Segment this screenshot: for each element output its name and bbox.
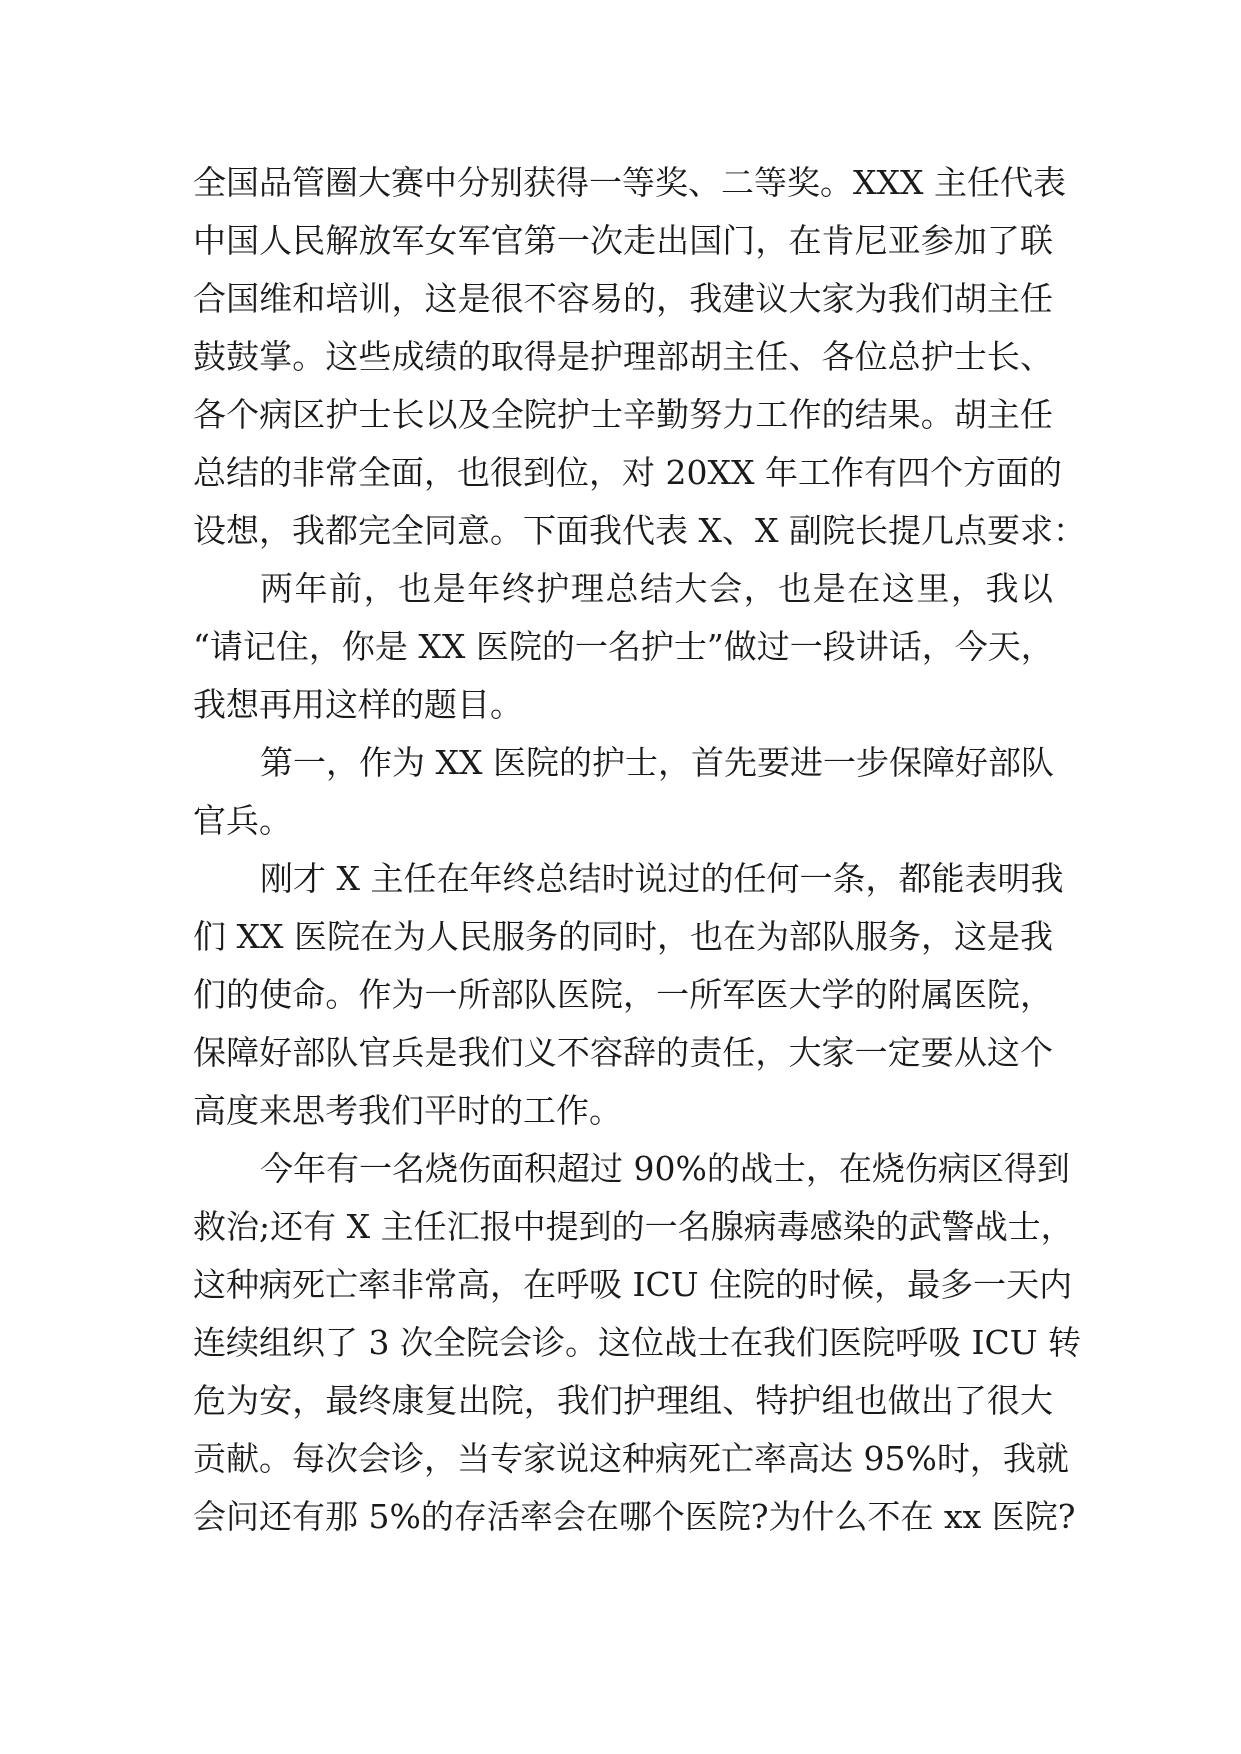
text-line: 危为安，最终康复出院，我们护理组、特护组也做出了很大 — [193, 1381, 1053, 1420]
text-line: 会问还有那 5%的存活率会在哪个医院?为什么不在 xx 医院? — [193, 1497, 1076, 1536]
text-line: 合国维和培训，这是很不容易的，我建议大家为我们胡主任 — [193, 279, 1053, 318]
text-line: 们的使命。作为一所部队医院，一所军医大学的附属医院， — [193, 975, 1053, 1014]
text-line: 这种病死亡率非常高，在呼吸 ICU 住院的时候，最多一天内 — [193, 1265, 1073, 1304]
text-line: 们 XX 医院在为人民服务的同时，也在为部队服务，这是我 — [193, 917, 1053, 956]
text-line: 救治;还有 X 主任汇报中提到的一名腺病毒感染的武警战士， — [193, 1207, 1074, 1246]
text-line: 我想再用这样的题目。 — [193, 685, 523, 724]
text-line: 各个病区护士长以及全院护士辛勤努力工作的结果。胡主任 — [193, 395, 1053, 434]
text-line: 总结的非常全面，也很到位，对 20XX 年工作有四个方面的 — [193, 453, 1062, 492]
text-line: 贡献。每次会诊，当专家说这种病死亡率高达 95%时，我就 — [193, 1439, 1069, 1478]
text-line: 保障好部队官兵是我们义不容辞的责任，大家一定要从这个 — [193, 1033, 1053, 1072]
text-line: 全国品管圈大赛中分别获得一等奖、二等奖。XXX 主任代表 — [193, 163, 1066, 202]
text-line: 高度来思考我们平时的工作。 — [193, 1091, 622, 1130]
text-line: 刚才 X 主任在年终总结时说过的任何一条，都能表明我 — [260, 859, 1064, 898]
text-line: 官兵。 — [193, 801, 292, 840]
text-line: 设想，我都完全同意。下面我代表 X、X 副院长提几点要求： — [193, 511, 1086, 550]
text-line: 今年有一名烧伤面积超过 90%的战士，在烧伤病区得到 — [260, 1149, 1070, 1188]
text-line: 中国人民解放军女军官第一次走出国门，在肯尼亚参加了联 — [193, 221, 1053, 260]
text-line: 鼓鼓掌。这些成绩的取得是护理部胡主任、各位总护士长、 — [193, 337, 1053, 376]
text-line: 两年前，也是年终护理总结大会，也是在这里，我以 — [260, 569, 1053, 608]
text-line: “请记住，你是 XX 医院的一名护士”做过一段讲话，今天， — [193, 627, 1054, 666]
text-line: 第一，作为 XX 医院的护士，首先要进一步保障好部队 — [260, 743, 1054, 782]
text-line: 连续组织了 3 次全院会诊。这位战士在我们医院呼吸 ICU 转 — [193, 1323, 1082, 1362]
